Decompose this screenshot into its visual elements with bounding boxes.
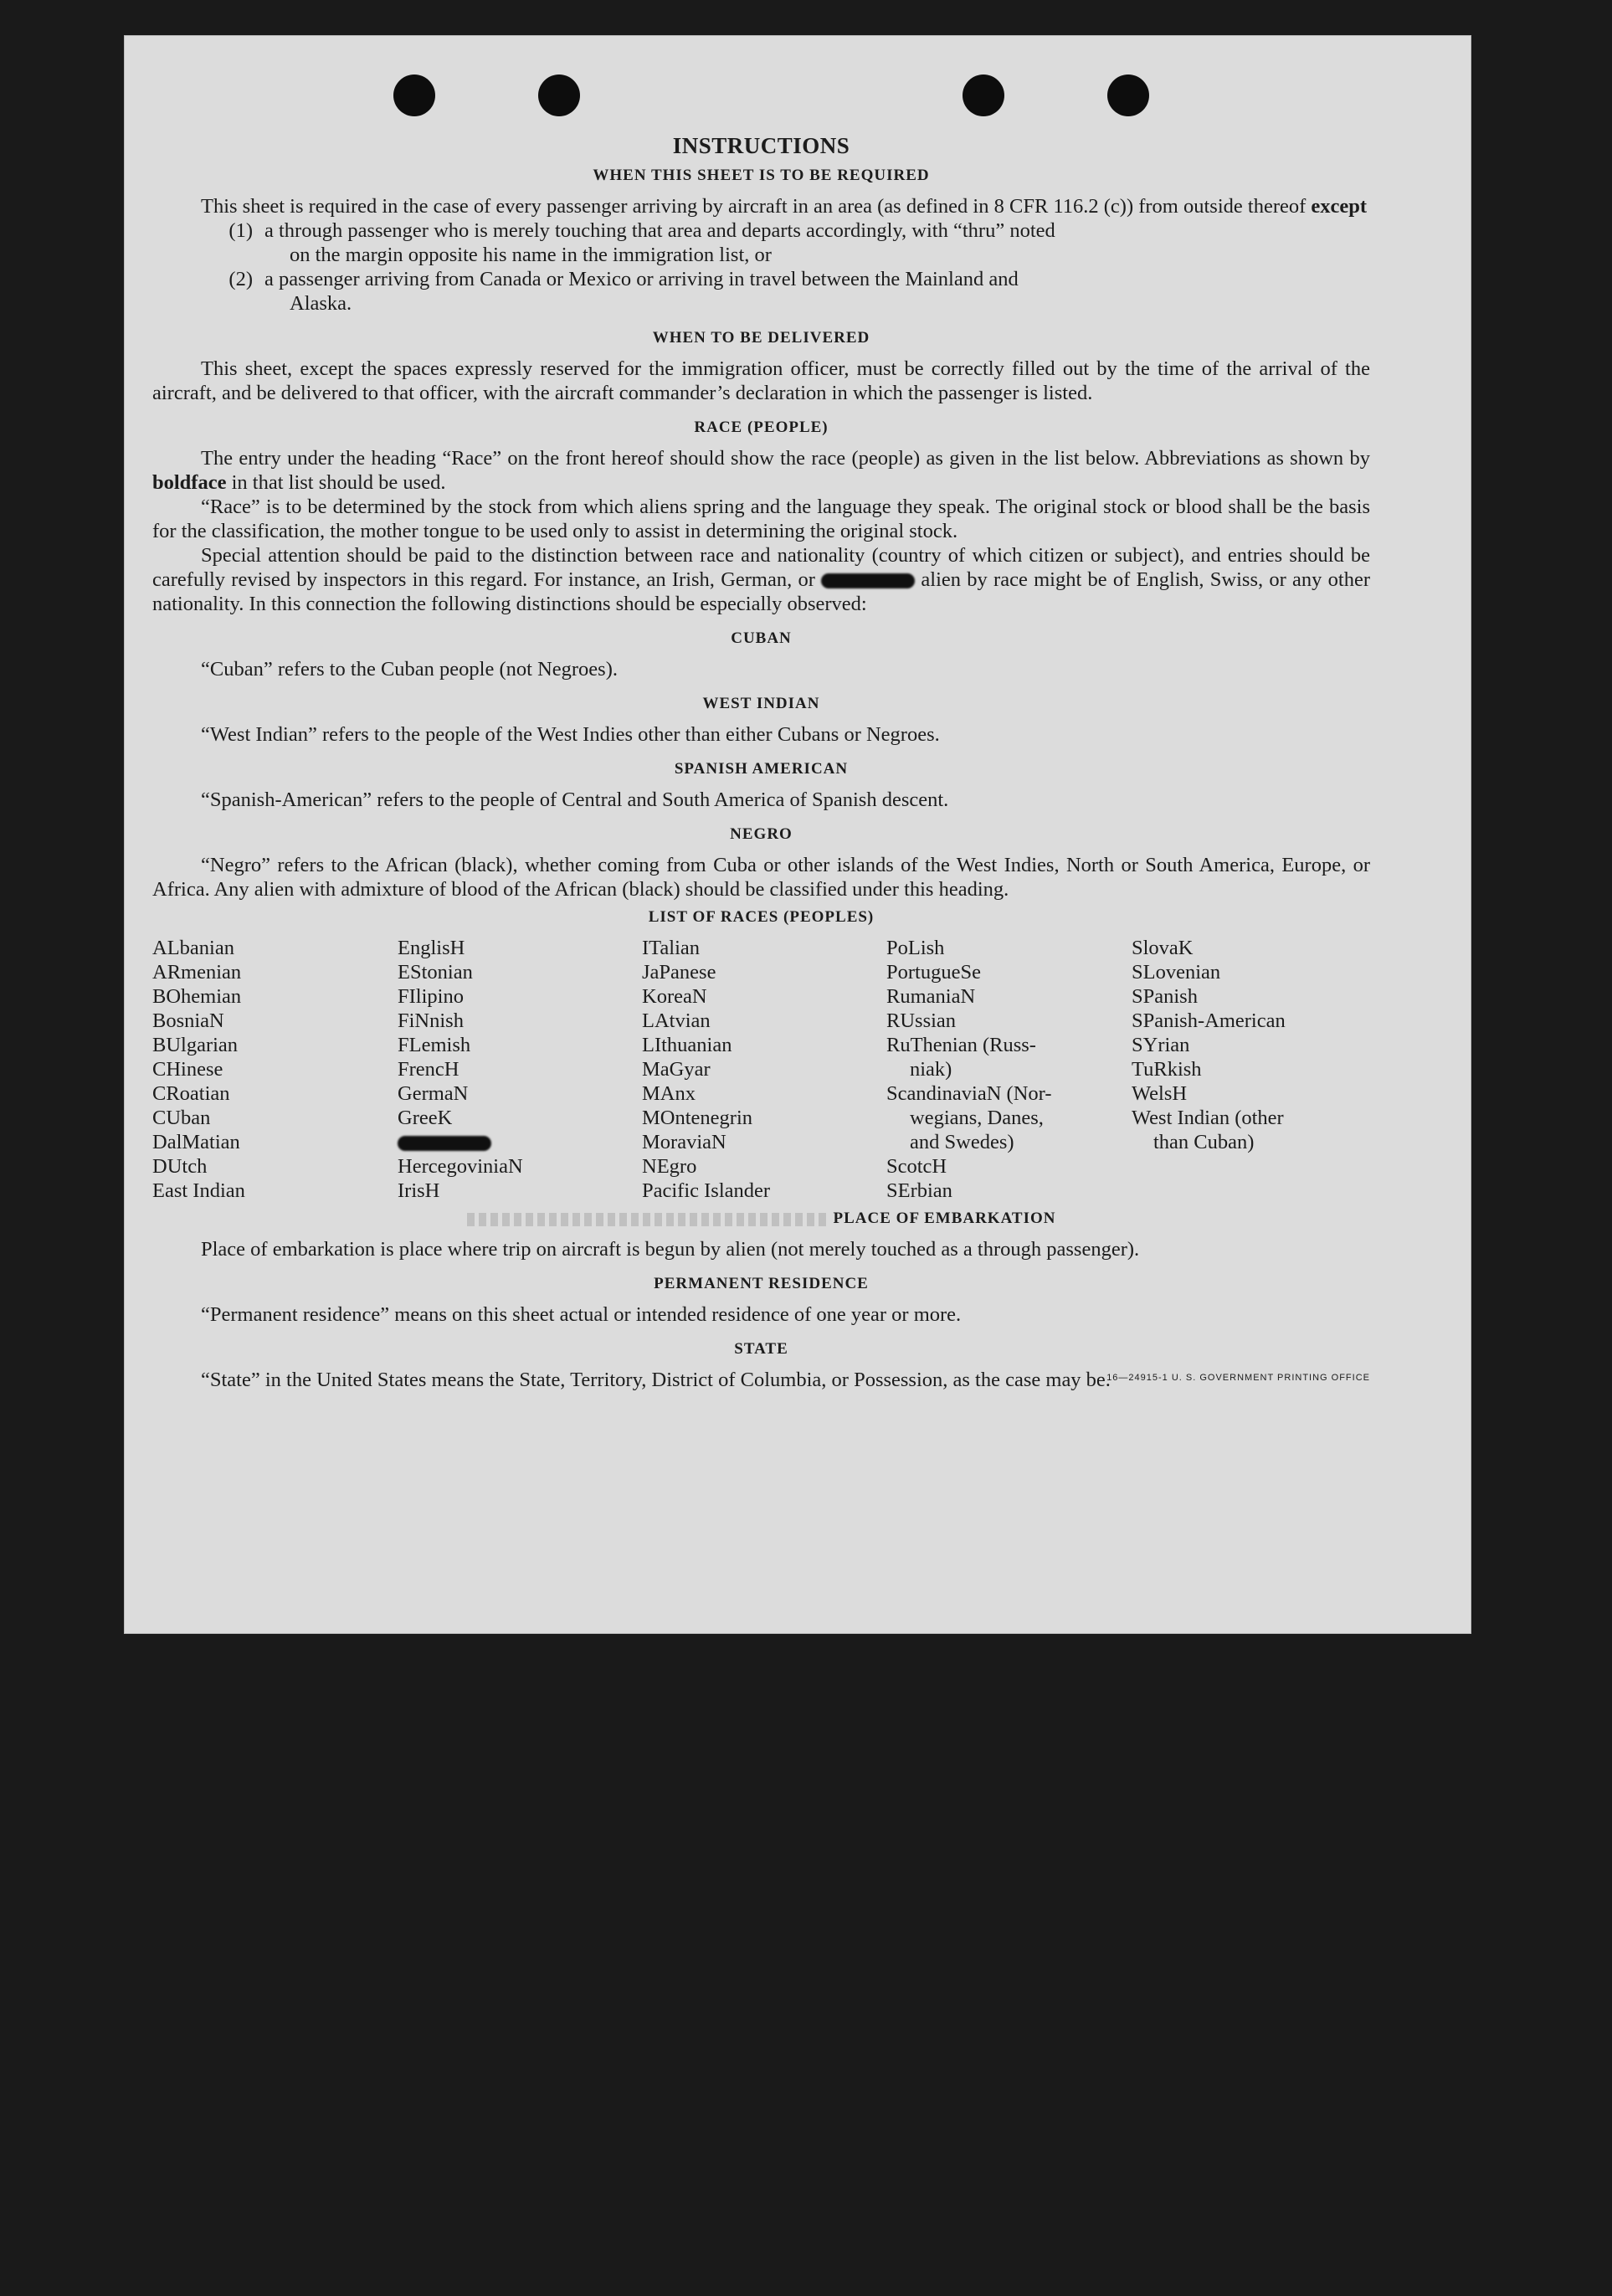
race-item: West Indian (other	[1132, 1107, 1284, 1129]
section-heading: STATE	[734, 1340, 788, 1358]
race-item: PoLish	[886, 937, 945, 959]
redaction-mark	[821, 573, 915, 588]
section-heading: SPANISH AMERICAN	[674, 760, 849, 778]
race-item: FrencH	[398, 1058, 459, 1081]
race-item: SlovaK	[1132, 937, 1194, 959]
race-item: CHinese	[152, 1058, 223, 1081]
section-heading: LIST OF RACES (PEOPLES)	[648, 908, 875, 926]
paragraph: “West Indian” refers to the people of the West Indies other than either Cubans or Negroes.	[201, 723, 940, 746]
race-item: RUssian	[886, 1009, 957, 1032]
paragraph: The entry under the heading “Race” on the front hereof should show the race (people) as given in the list below. Abbreviations as shown by boldface in that list should be used.	[152, 447, 1370, 494]
race-item: ScandinaviaN (Nor-	[886, 1082, 1052, 1105]
race-item: BosniaN	[152, 1009, 224, 1032]
punch-hole	[538, 74, 580, 116]
race-item: SYrian	[1132, 1034, 1190, 1056]
race-item: wegians, Danes,	[910, 1107, 1044, 1129]
instructions-body	[152, 134, 1370, 1392]
races-column	[642, 936, 886, 1203]
races-column	[886, 936, 1132, 1203]
paragraph: This sheet, except the spaces expressly reserved for the immigration officer, must be correctly filled out by the time of the arrival of the aircraft, and be delivered to that officer, with the aircraft commander’s declaration in which the passenger is listed.	[152, 357, 1370, 404]
race-item: PortugueSe	[886, 961, 981, 984]
race-item: ITalian	[642, 937, 701, 959]
section-heading: PLACE OF EMBARKATION	[152, 1206, 1370, 1230]
races-column	[152, 936, 398, 1203]
punch-hole	[963, 74, 1004, 116]
race-item: ScotcH	[886, 1155, 947, 1178]
race-item: FiNnish	[398, 1009, 464, 1032]
race-item: ARmenian	[152, 961, 242, 984]
race-item: BUlgarian	[152, 1034, 239, 1056]
punch-hole	[393, 74, 435, 116]
race-item: TuRkish	[1132, 1058, 1202, 1081]
list-item: (1) a through passenger who is merely touching that area and departs accordingly, with “thru” noted on the margin opposite his name in the immigration list, or	[228, 219, 1055, 266]
race-item: LIthuanian	[642, 1034, 732, 1056]
printing-office-code: 16—24915-1 U. S. GOVERNMENT PRINTING OFFICE	[1106, 1373, 1370, 1383]
race-item: CRoatian	[152, 1082, 230, 1105]
race-item: LAtvian	[642, 1009, 711, 1032]
race-item: MAnx	[642, 1082, 696, 1105]
race-item: NEgro	[642, 1155, 697, 1178]
punch-hole	[1107, 74, 1149, 116]
race-item: East Indian	[152, 1179, 245, 1202]
race-item: GreeK	[398, 1107, 453, 1129]
section-heading: CUBAN	[731, 629, 792, 647]
paragraph: “State” in the United States means the State, Territory, District of Columbia, or Possession, as the case may be.	[201, 1369, 1111, 1391]
race-item: SErbian	[886, 1179, 952, 1202]
race-item: SPanish	[1132, 985, 1198, 1008]
race-item: FIlipino	[398, 985, 464, 1008]
race-item: DalMatian	[152, 1131, 240, 1153]
race-item: MaGyar	[642, 1058, 711, 1081]
section-heading: NEGRO	[730, 825, 793, 843]
races-column	[398, 936, 642, 1203]
section-heading: WHEN THIS SHEET IS TO BE REQUIRED	[593, 167, 930, 184]
paragraph: “Permanent residence” means on this sheet actual or intended residence of one year or more.	[201, 1303, 962, 1326]
race-item: BOhemian	[152, 985, 242, 1008]
race-item: ALbanian	[152, 937, 234, 959]
paragraph: “Negro” refers to the African (black), whether coming from Cuba or other islands of the West Indies, North or South America, Europe, or Africa. Any alien with admixture of blood of the African (black) should be classified under this heading.	[152, 854, 1370, 901]
race-item: EStonian	[398, 961, 473, 984]
race-item: GermaN	[398, 1082, 469, 1105]
race-item: MOntenegrin	[642, 1107, 752, 1129]
state-block	[152, 1368, 1370, 1392]
race-item: HercegoviniaN	[398, 1155, 523, 1178]
race-item-redacted	[398, 1130, 642, 1154]
race-item: MoraviaN	[642, 1131, 726, 1153]
paragraph: Special attention should be paid to the distinction between race and nationality (country of which citizen or subject), and entries should be carefully revised by inspectors in this regard. For instance, an Irish, German, or alien by race might be of English, Swiss, or any other nationality. In this connection the following distinctions should be especially observed:	[152, 544, 1371, 615]
document-page	[124, 35, 1471, 1634]
race-item: FLemish	[398, 1034, 471, 1056]
race-item: Pacific Islander	[642, 1179, 771, 1202]
race-item: KoreaN	[642, 985, 707, 1008]
race-item: JaPanese	[642, 961, 716, 984]
section-heading: WHEN TO BE DELIVERED	[652, 329, 870, 347]
race-item: SLovenian	[1132, 961, 1221, 984]
race-item: CUban	[152, 1107, 211, 1129]
race-item: niak)	[910, 1058, 952, 1081]
section-heading: WEST INDIAN	[702, 695, 820, 712]
race-item: RuThenian (Russ-	[886, 1034, 1036, 1056]
paragraph: “Race” is to be determined by the stock from which aliens spring and the language they speak. The original stock or blood shall be the basis for the classification, the mother tongue to be used only to assist in determining the original stock.	[152, 496, 1370, 542]
paragraph: Place of embarkation is place where trip on aircraft is begun by alien (not merely touched as a through passenger).	[201, 1238, 1140, 1261]
page-title: INSTRUCTIONS	[672, 133, 850, 158]
race-item: and Swedes)	[910, 1131, 1014, 1153]
redaction-mark	[398, 1136, 491, 1151]
race-item: WelsH	[1132, 1082, 1188, 1105]
race-item: EnglisH	[398, 937, 465, 959]
race-item: RumaniaN	[886, 985, 976, 1008]
race-item: than Cuban)	[1153, 1131, 1255, 1153]
paragraph: “Cuban” refers to the Cuban people (not Negroes).	[201, 658, 618, 681]
paragraph: “Spanish-American” refers to the people of Central and South America of Spanish descent.	[201, 788, 949, 811]
race-item: SPanish-American	[1132, 1009, 1286, 1032]
race-item: DUtch	[152, 1155, 208, 1178]
faded-stamp	[467, 1213, 827, 1226]
list-item: (2) a passenger arriving from Canada or Mexico or arriving in travel between the Mainland and Alaska.	[228, 268, 1019, 315]
paragraph: This sheet is required in the case of every passenger arriving by aircraft in an area (as defined in 8 CFR 116.2 (c)) from outside thereof except	[201, 195, 1368, 218]
races-column	[1132, 936, 1370, 1203]
section-heading: RACE (PEOPLE)	[694, 419, 829, 436]
race-item: IrisH	[398, 1179, 440, 1202]
races-list	[152, 936, 1370, 1203]
section-heading: PERMANENT RESIDENCE	[654, 1275, 869, 1292]
